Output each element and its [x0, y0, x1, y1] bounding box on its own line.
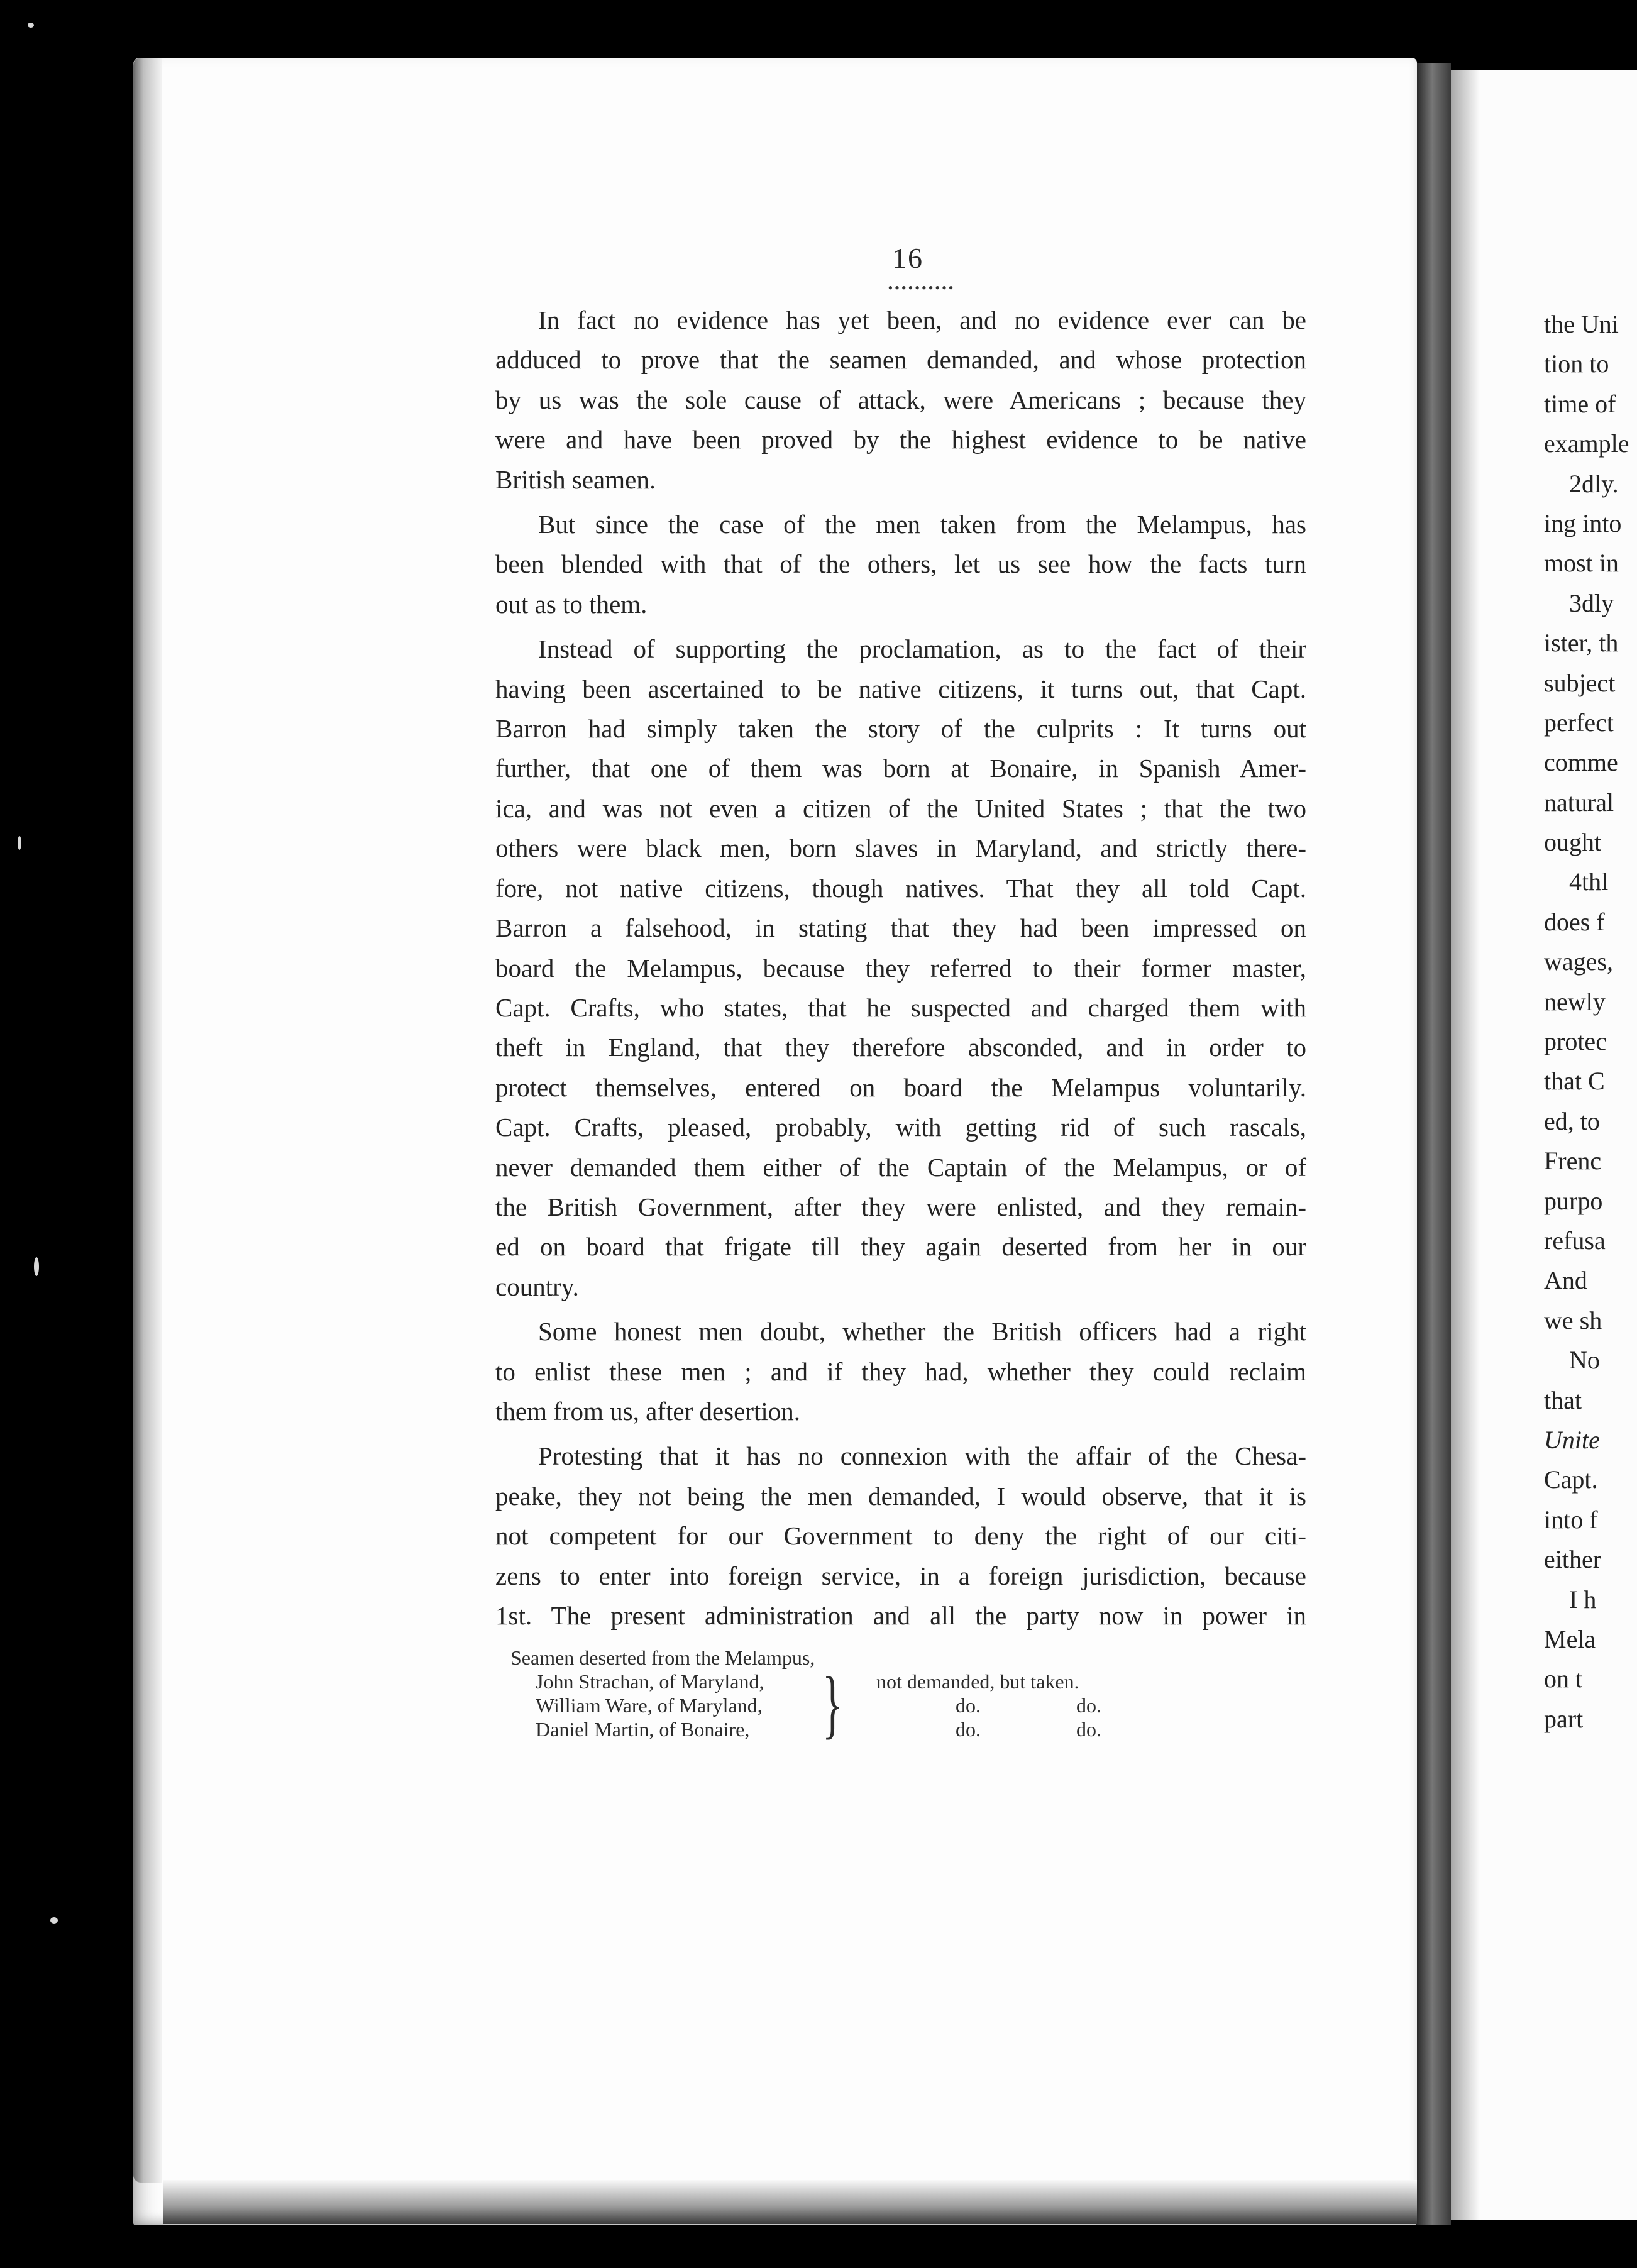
text-line: having been ascertained to be native citizens, it turns out, that Capt. — [495, 674, 1306, 703]
facing-line: newly — [1544, 987, 1606, 1016]
facing-line: Frenc — [1544, 1147, 1602, 1175]
text-line: Instead of supporting the proclamation, as to the fact of their — [538, 634, 1306, 664]
facing-line: 3dly — [1569, 588, 1614, 617]
text-line: In fact no evidence has yet been, and no evidence ever can be — [538, 306, 1306, 334]
text-line: Barron a falsehood, in stating that they had been impressed on — [495, 913, 1306, 943]
facing-line: the Uni — [1544, 310, 1619, 338]
text-line: others were black men, born slaves in Maryland, and strictly there- — [495, 834, 1306, 863]
facing-line: 4thl — [1569, 867, 1609, 896]
footnote-ditto: do. — [956, 1694, 981, 1717]
scan-speck — [18, 836, 21, 850]
facing-line: ed, to — [1544, 1106, 1600, 1135]
facing-line: I h — [1569, 1585, 1597, 1614]
text-line: Some honest men doubt, whether the British officers had a right — [538, 1317, 1306, 1346]
facing-line: into f — [1544, 1505, 1598, 1534]
facing-line: No — [1569, 1346, 1600, 1375]
text-line: fore, not native citizens, though natives. That they all told Capt. — [495, 873, 1306, 903]
facing-line: either — [1544, 1545, 1602, 1574]
text-line: Capt. Crafts, who states, that he suspected and charged them with — [495, 993, 1306, 1022]
facing-line: Capt. — [1544, 1465, 1598, 1494]
text-line: the British Government, after they were enlisted, and they remain- — [495, 1192, 1306, 1221]
paragraph — [495, 300, 1306, 500]
facing-line: refusa — [1544, 1226, 1606, 1255]
facing-line: And — [1544, 1266, 1587, 1295]
facing-line: does f — [1544, 907, 1605, 936]
text-line: protect themselves, entered on board the Melampus voluntarily. — [495, 1072, 1306, 1102]
facing-line: ister, th — [1544, 629, 1619, 658]
text-line: to enlist these men ; and if they had, whether they could reclaim — [495, 1357, 1306, 1386]
text-line: zens to enter into foreign service, in a foreign jurisdiction, because — [495, 1561, 1306, 1590]
scan-speck — [50, 1917, 58, 1924]
facing-line: most in — [1544, 549, 1619, 578]
paragraph — [495, 629, 1306, 1307]
footnote-status: not demanded, but taken. — [876, 1670, 1079, 1693]
facing-page-text — [1544, 304, 1637, 1739]
text-line: not competent for our Government to deny the right of our citi- — [495, 1521, 1306, 1551]
facing-line: Unite — [1544, 1425, 1600, 1454]
facing-line: on t — [1544, 1665, 1583, 1693]
text-line: them from us, after desertion. — [495, 1396, 801, 1426]
footnote-ditto: do. — [1076, 1718, 1101, 1741]
facing-line: purpo — [1544, 1186, 1603, 1215]
text-line: by us was the sole cause of attack, were Americans ; because they — [495, 385, 1306, 414]
text-line: Barron had simply taken the story of the culprits : It turns out — [495, 714, 1306, 744]
facing-line: perfect — [1544, 708, 1614, 737]
facing-line: ing into — [1544, 509, 1622, 537]
scan-speck — [34, 1257, 39, 1276]
text-line: out as to them. — [495, 589, 648, 619]
scan-speck — [28, 23, 34, 28]
facing-line: protec — [1544, 1027, 1607, 1056]
footnote-brace-icon: } — [822, 1661, 843, 1746]
footnote-heading-text: Seamen deserted from the Melampus, — [510, 1646, 815, 1669]
footnote-seaman-name: William Ware, of Maryland, — [536, 1694, 763, 1717]
facing-line: comme — [1544, 748, 1618, 777]
facing-line: subject — [1544, 668, 1616, 697]
header-ornament: •••••••••• — [888, 280, 956, 295]
paragraph — [495, 1312, 1306, 1431]
facing-page-shade — [1451, 70, 1480, 2220]
text-line: But since the case of the men taken from the Melampus, has — [538, 510, 1306, 539]
left-page-edge — [133, 58, 162, 2183]
footnote-seaman-name: Daniel Martin, of Bonaire, — [536, 1718, 750, 1741]
facing-line: 2dly. — [1569, 469, 1619, 498]
text-line: Capt. Crafts, pleased, probably, with getting rid of such rascals, — [495, 1113, 1306, 1142]
footnote-seaman-name: John Strachan, of Maryland, — [536, 1670, 764, 1693]
facing-line: natural — [1544, 788, 1614, 817]
facing-line: example — [1544, 429, 1629, 458]
text-line: peake, they not being the men demanded, I would observe, that it is — [495, 1481, 1306, 1511]
paragraph — [495, 505, 1306, 624]
text-line: British seamen. — [495, 465, 656, 494]
left-page-bottom-edge — [163, 2180, 1417, 2224]
text-line: 1st. The present administration and all the party now in power in — [495, 1601, 1306, 1630]
facing-line: that — [1544, 1385, 1582, 1414]
footnote-ditto: do. — [1076, 1694, 1101, 1717]
text-line: never demanded them either of the Captain of the Melampus, or of — [495, 1152, 1306, 1182]
facing-line: that C — [1544, 1067, 1605, 1096]
facing-line: time of — [1544, 389, 1616, 418]
text-line: adduced to prove that the seamen demanded, and whose protection — [495, 345, 1306, 375]
facing-line: Mela — [1544, 1624, 1596, 1653]
book-gutter — [1417, 63, 1451, 2225]
facing-line: we sh — [1544, 1306, 1602, 1335]
text-line: ed on board that frigate till they again deserted from her in our — [495, 1232, 1306, 1262]
page-number: 16 — [892, 242, 923, 274]
facing-line: ought — [1544, 828, 1602, 857]
text-line: been blended with that of the others, let us see how the facts turn — [495, 549, 1306, 579]
text-line: ica, and was not even a citizen of the United States ; that the two — [495, 793, 1306, 823]
text-line: were and have been proved by the highest evidence to be native — [495, 425, 1306, 454]
text-line: Protesting that it has no connexion with the affair of the Chesa- — [538, 1441, 1306, 1471]
text-line: theft in England, that they therefore absconded, and in order to — [495, 1033, 1306, 1062]
text-line: further, that one of them was born at Bonaire, in Spanish Amer- — [495, 754, 1306, 783]
facing-line: wages, — [1544, 947, 1613, 976]
facing-line: tion to — [1544, 350, 1609, 378]
facing-line: part — [1544, 1704, 1584, 1733]
text-line: board the Melampus, because they referred to their former master, — [495, 953, 1306, 983]
body-text — [495, 300, 1306, 1636]
footnote-ditto: do. — [956, 1718, 981, 1741]
text-line: country. — [495, 1272, 579, 1301]
paragraph — [495, 1436, 1306, 1636]
